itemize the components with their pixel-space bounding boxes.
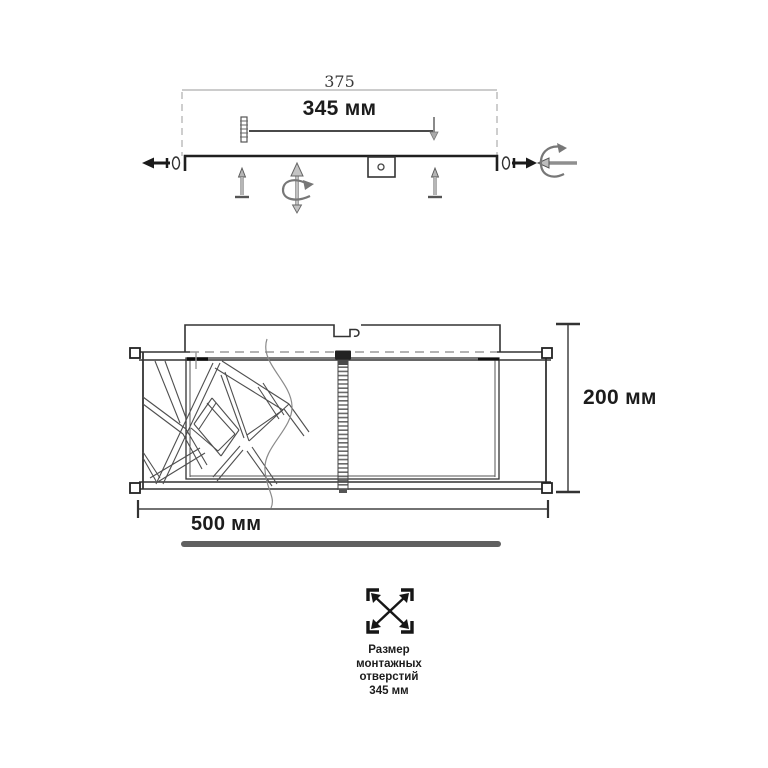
washer-icon	[503, 157, 510, 169]
mounting-distance-label: 345 мм	[302, 97, 377, 120]
legend-caption	[329, 644, 449, 698]
rotate-arrow-icon	[538, 143, 577, 177]
washer-icon	[173, 157, 180, 169]
bolt-head-icon	[526, 158, 537, 169]
mounting-holes-icon	[368, 590, 412, 632]
legend-caption-line: монтажных	[356, 657, 422, 670]
fixture-width-label: 500 мм	[191, 513, 262, 535]
shadow-bar	[181, 541, 501, 547]
threaded-rod-icon	[335, 351, 351, 494]
rotate-arrow-icon	[283, 163, 314, 213]
decor-pattern	[143, 361, 309, 486]
anchor-bolt-left	[142, 157, 180, 169]
corner-tab	[130, 348, 140, 358]
keyhole-slot-icon	[354, 329, 359, 336]
cable-tab	[368, 157, 395, 177]
legend-caption-line: 345 мм	[369, 684, 409, 697]
fixture-height-label: 200 мм	[583, 386, 657, 409]
corner-tab	[542, 483, 552, 493]
mounting-bar	[185, 156, 497, 177]
corner-tab	[130, 483, 140, 493]
legend-caption-line: отверстий	[359, 671, 419, 683]
bolt-head-icon	[142, 158, 154, 169]
corner-tab	[542, 348, 552, 358]
screw-icon	[428, 168, 442, 197]
mounting-plate	[185, 325, 500, 352]
anchor-bolt-right	[503, 157, 538, 169]
legend-caption-line: Размер	[368, 644, 410, 656]
dimension-200	[556, 324, 580, 492]
overall-width-label: 375	[324, 72, 355, 91]
screw-icon	[235, 168, 249, 197]
